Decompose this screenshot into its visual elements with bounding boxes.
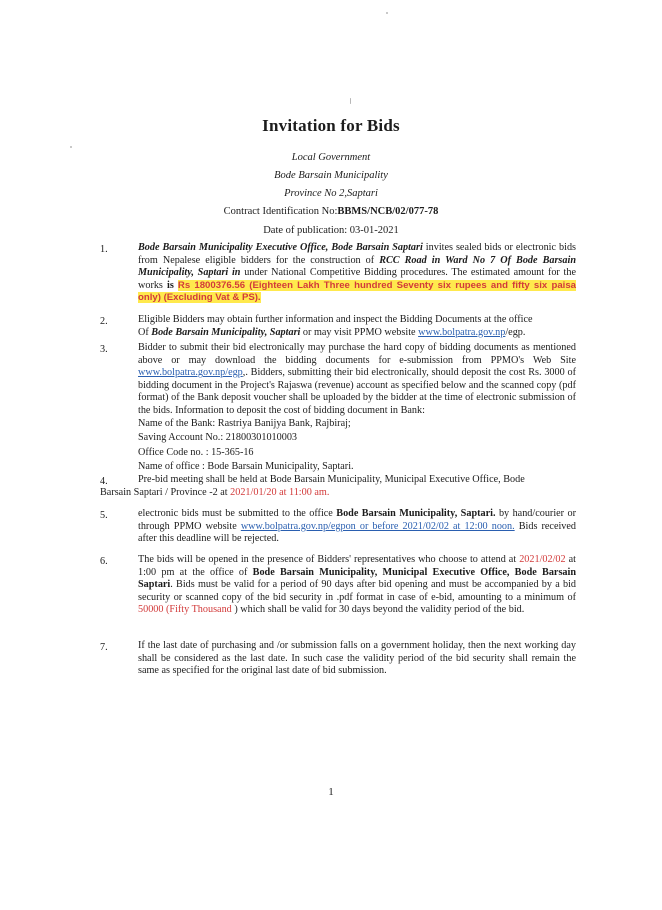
text: is xyxy=(167,279,174,291)
clause-text xyxy=(138,342,576,474)
text: ,. Bidders, submitting their bid electronically, should deposit the cost Rs. 3000 of bidding document in the Project's Rajaswa (revenue) account as specified below and the scanned copy (pdf format) of the Bank deposit voucher shall be uploaded by the bidder at the time of electronic submission of the bids. Information to deposit the cost of bidding document in Bank: xyxy=(138,367,576,416)
submission-link[interactable]: www.bolpatra.gov.np/egpon or before 2021/02/02 at 12:00 noon. xyxy=(240,520,515,532)
text: Pre-bid meeting shall be held at Bode Barsain Municipality, Municipal Executive Office, Bode xyxy=(138,474,525,485)
clause-text xyxy=(138,474,576,487)
text: Bids received after this deadline will be rejected. xyxy=(138,520,576,545)
office-name: Bode Barsain Municipality, Saptari xyxy=(151,326,301,338)
scan-speck xyxy=(350,98,351,104)
heading-municipality: Bode Barsain Municipality xyxy=(274,170,388,181)
text: Barsain Saptari / Province -2 at xyxy=(100,487,231,498)
clause-number: 4. xyxy=(100,476,108,487)
text: . Bids must be valid for a period of 90 days after bid opening and must be accompanied by a bid security or scanned copy of the bid security in .pdf format in case of e-bid, amounting to a minimum of xyxy=(138,579,576,603)
contract-number: BBMS/NCB/02/077-78 xyxy=(337,206,439,217)
bank-name: Name of the Bank: Rastriya Banijya Bank, Rajbiraj; xyxy=(138,417,351,429)
heading-province: Province No 2,Saptari xyxy=(284,188,378,199)
clause-text xyxy=(138,554,576,617)
clause-number: 2. xyxy=(100,316,108,327)
office-code: Office Code no. : 15-365-16 xyxy=(138,446,254,458)
clause-text-continued xyxy=(100,487,576,500)
bid-security-amount: 50000 (Fifty Thousand xyxy=(138,604,235,616)
text: at 1:00 pm at the office of xyxy=(138,554,576,578)
work-name: RCC Road in Ward No 7 Of Bode Barsain Municipality, Saptari in xyxy=(138,254,576,279)
heading-local-government: Local Government xyxy=(291,152,371,163)
text: The bids will be opened in the presence of Bidders' representatives who choose to attend at xyxy=(138,554,520,565)
contract-identification xyxy=(0,206,662,217)
clause-number: 3. xyxy=(100,344,108,355)
account-number: Saving Account No.: 21800301010003 xyxy=(138,432,298,444)
text: or may visit PPMO website xyxy=(300,326,419,338)
clause-number: 1. xyxy=(100,244,108,255)
text: ) which shall be valid for 30 days beyond the validity period of the bid. xyxy=(234,604,525,616)
prebid-date: 2021/01/20 at 11:00 am. xyxy=(230,487,330,498)
office-name: Bode Barsain Municipality, Municipal Executive Office, Bode Barsain Saptari xyxy=(138,566,576,591)
contract-label: Contract Identification No: xyxy=(223,206,338,217)
text: Eligible Bidders may obtain further information and inspect the Bidding Documents at the office xyxy=(138,314,533,325)
scan-speck xyxy=(70,146,72,148)
scan-speck xyxy=(386,12,388,14)
publication-date: Date of publication: 03-01-2021 xyxy=(263,225,399,236)
office-name: Bode Barsain Municipality, Saptari. xyxy=(336,508,496,519)
clause-text xyxy=(138,314,576,339)
text: invites sealed bids or electronic bids from Nepalese eligible bidders for the construction of xyxy=(138,242,576,266)
clause-number: 6. xyxy=(100,556,108,567)
text: Bidder to submit their bid electronically may purchase the hard copy of bidding documents as mentioned above or may download the bidding documents for e-submission from PPMO's Web Site xyxy=(138,342,576,366)
office-name: Bode Barsain Municipality Executive Office, Bode Barsain Saptari xyxy=(138,242,423,253)
page-number: 1 xyxy=(328,786,334,798)
clause-number: 5. xyxy=(100,510,108,521)
text: /egp. xyxy=(505,326,526,338)
ppmo-website-link[interactable]: www.bolpatra.gov.np xyxy=(418,326,506,338)
clause-text xyxy=(138,242,576,305)
clause-text: If the last date of purchasing and /or submission falls on a government holiday, then the next working day shall be considered as the last date. In such case the validity period of the bid security shall remain the same as specified for the original last date of bid submission. xyxy=(138,640,576,677)
egp-link[interactable]: www.bolpatra.gov.np/egp xyxy=(138,367,243,379)
text: under National Competitive Bidding procedures. The estimated amount for the works xyxy=(138,267,576,291)
opening-date: 2021/02/02 xyxy=(519,554,566,565)
clause-text xyxy=(138,508,576,546)
office-name-line: Name of office : Bode Barsain Municipality, Saptari. xyxy=(138,461,354,473)
text: Of xyxy=(138,326,152,338)
clause-number: 7. xyxy=(100,642,108,653)
document-title: Invitation for Bids xyxy=(262,116,400,135)
text: electronic bids must be submitted to the office xyxy=(138,508,337,519)
text: by hand/courier or through PPMO website xyxy=(138,508,576,532)
estimated-amount: Rs 1800376.56 (Eighteen Lakh Three hundred Seventy six rupees and fifty six paisa only) (Excluding Vat & PS). xyxy=(138,279,577,304)
